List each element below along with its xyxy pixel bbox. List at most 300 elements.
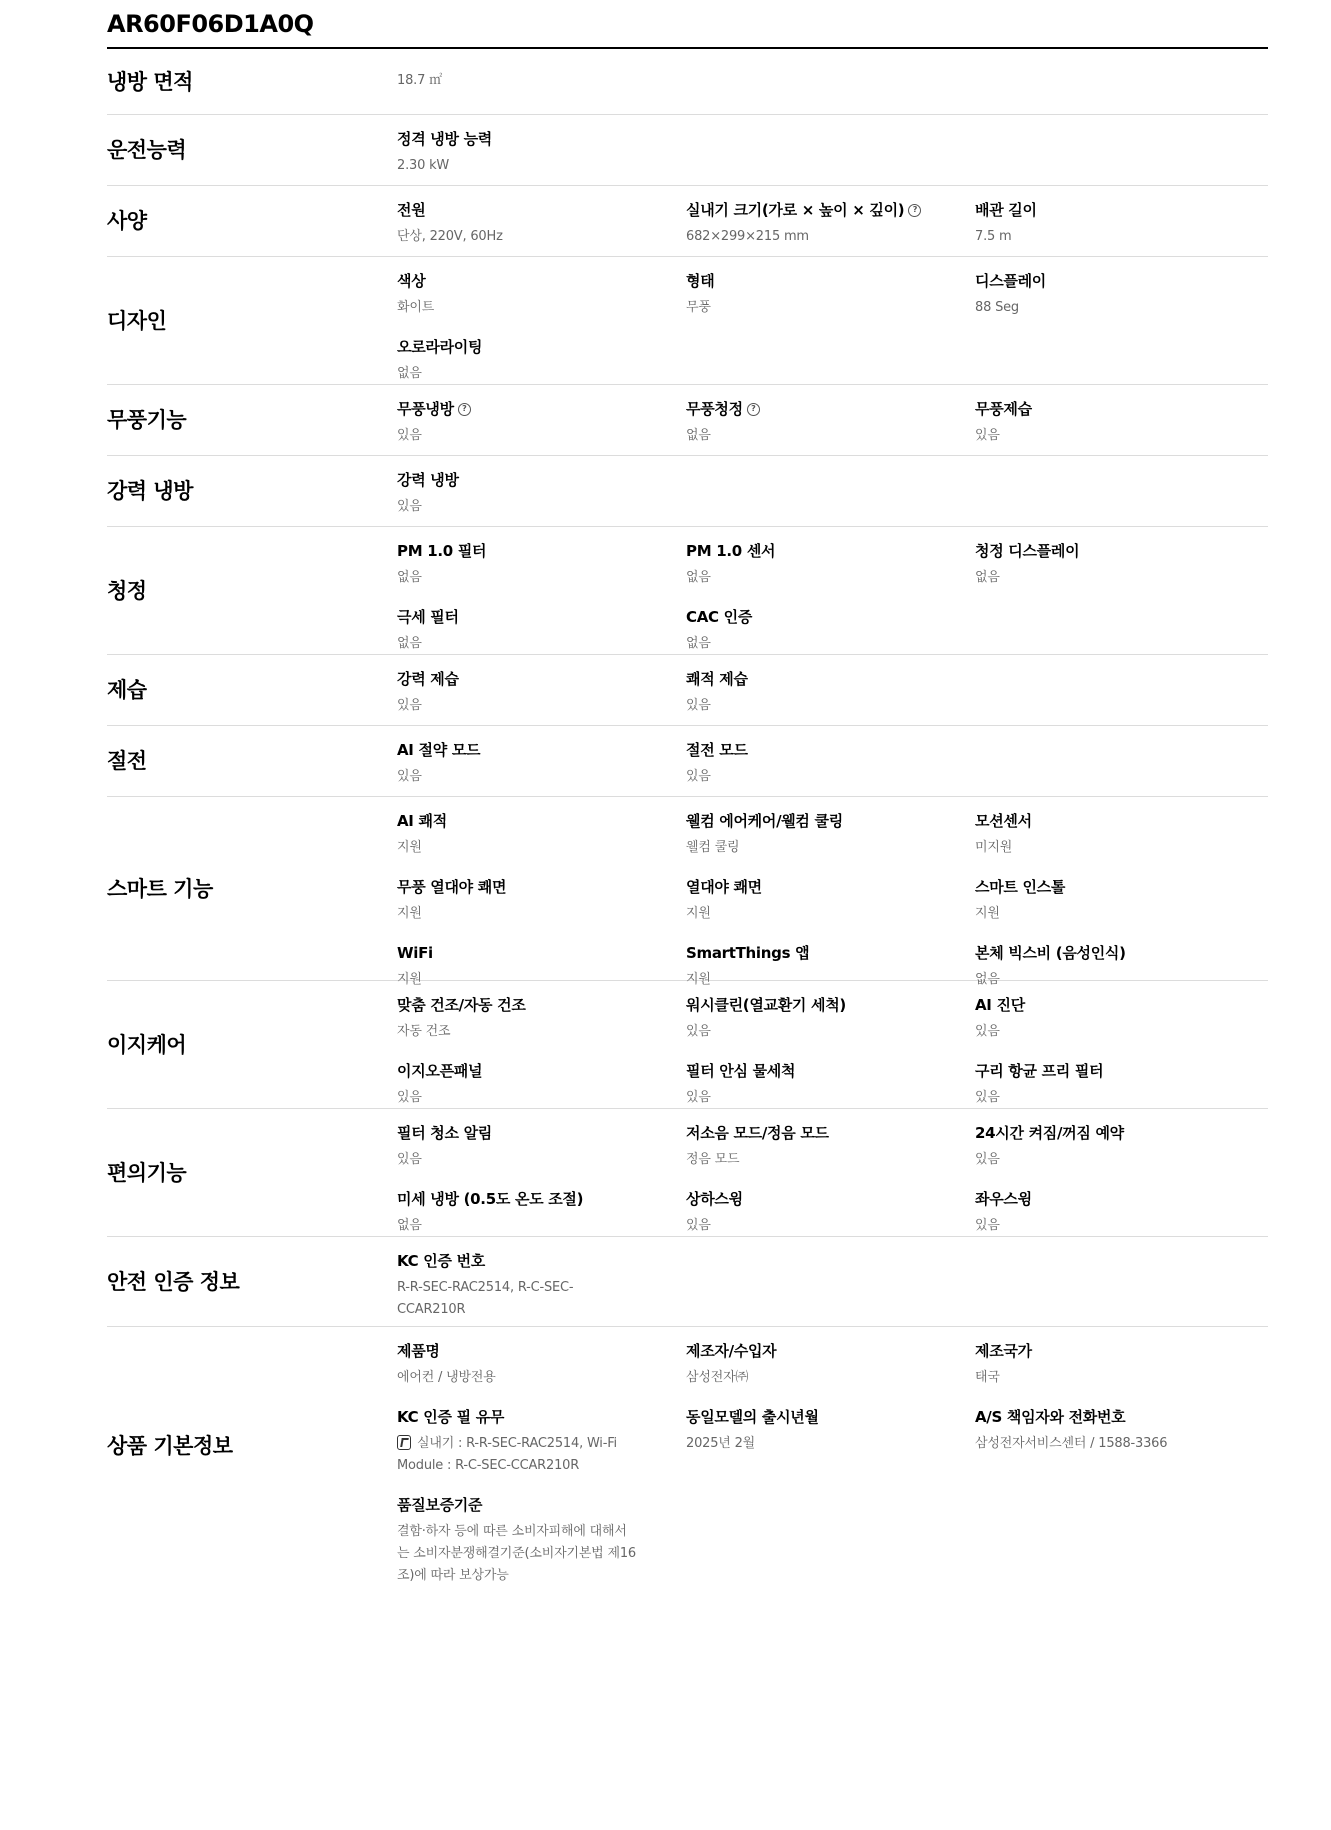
spec-value bbox=[397, 155, 686, 177]
spec-value-text: 지원 bbox=[397, 972, 422, 987]
spec-label-text: KC 인증 번호 bbox=[397, 1252, 485, 1270]
spec-label-text: PM 1.0 필터 bbox=[397, 542, 487, 560]
spec-label-text: 좌우스윙 bbox=[975, 1190, 1032, 1208]
spec-value-text: 7.5 m bbox=[975, 229, 1012, 244]
spec-label-text: 무풍 열대야 쾌면 bbox=[397, 878, 507, 896]
spec-item bbox=[397, 877, 686, 925]
spec-label bbox=[686, 1341, 975, 1361]
spec-label bbox=[397, 1407, 686, 1427]
spec-row bbox=[107, 49, 1268, 115]
spec-item bbox=[397, 1495, 686, 1587]
spec-item bbox=[975, 541, 1264, 589]
spec-value bbox=[975, 425, 1264, 447]
spec-value bbox=[975, 837, 1264, 859]
spec-item bbox=[686, 399, 975, 447]
spec-items bbox=[397, 399, 1268, 443]
spec-value bbox=[397, 695, 686, 717]
spec-item bbox=[686, 811, 975, 859]
spec-label bbox=[397, 740, 686, 760]
spec-label-text: WiFi bbox=[397, 944, 433, 962]
spec-item bbox=[397, 1189, 686, 1237]
spec-label bbox=[686, 399, 975, 419]
spec-items bbox=[397, 1251, 1268, 1317]
spec-value-text: 지원 bbox=[397, 840, 422, 855]
spec-value bbox=[686, 903, 975, 925]
spec-label bbox=[397, 399, 686, 419]
spec-label-text: 웰컴 에어케어/웰컴 쿨링 bbox=[686, 812, 843, 830]
spec-items bbox=[397, 811, 1268, 987]
spec-label bbox=[397, 1189, 686, 1209]
spec-label-text: 오로라라이팅 bbox=[397, 338, 483, 356]
spec-category: 사양 bbox=[107, 209, 147, 233]
spec-value bbox=[397, 1367, 686, 1389]
spec-label-text: 색상 bbox=[397, 272, 426, 290]
spec-value bbox=[975, 567, 1264, 589]
spec-value bbox=[397, 496, 686, 518]
spec-value-text: 있음 bbox=[975, 1152, 1000, 1167]
spec-label-text: 상하스윙 bbox=[686, 1190, 743, 1208]
spec-label-text: A/S 책임자와 전화번호 bbox=[975, 1408, 1126, 1426]
spec-item bbox=[397, 740, 686, 788]
spec-label-text: 전원 bbox=[397, 201, 426, 219]
spec-value-text: 있음 bbox=[686, 1218, 711, 1233]
spec-category: 운전능력 bbox=[107, 138, 187, 162]
spec-item bbox=[686, 669, 975, 717]
spec-label-text: 강력 냉방 bbox=[397, 471, 459, 489]
spec-label bbox=[397, 607, 686, 627]
spec-value-text: 정음 모드 bbox=[686, 1152, 740, 1167]
spec-value-text: 화이트 bbox=[397, 300, 435, 315]
spec-items bbox=[397, 271, 1268, 381]
spec-value-text: 삼성전자㈜ bbox=[686, 1370, 749, 1385]
spec-value bbox=[686, 695, 975, 717]
spec-value-text: 무풍 bbox=[686, 300, 711, 315]
spec-label-text: 맞춤 건조/자동 건조 bbox=[397, 996, 526, 1014]
spec-item bbox=[397, 1251, 686, 1321]
spec-label-text: 제조자/수입자 bbox=[686, 1342, 777, 1360]
spec-label-text: 무풍제습 bbox=[975, 400, 1032, 418]
spec-value bbox=[397, 633, 686, 655]
spec-item bbox=[397, 1341, 686, 1389]
spec-label-text: 열대야 쾌면 bbox=[686, 878, 762, 896]
spec-value bbox=[397, 363, 686, 385]
spec-label-text: 청정 디스플레이 bbox=[975, 542, 1080, 560]
spec-value bbox=[686, 1021, 975, 1043]
spec-value bbox=[397, 766, 686, 788]
spec-value bbox=[397, 297, 686, 319]
spec-value-text: 있음 bbox=[686, 769, 711, 784]
spec-value-text: 없음 bbox=[975, 570, 1000, 585]
spec-label-text: 극세 필터 bbox=[397, 608, 459, 626]
spec-value-text: 있음 bbox=[975, 428, 1000, 443]
spec-item bbox=[975, 399, 1264, 447]
spec-value-text: 있음 bbox=[397, 1090, 422, 1105]
spec-item bbox=[686, 995, 975, 1043]
spec-value-text: 없음 bbox=[686, 570, 711, 585]
spec-value bbox=[686, 425, 975, 447]
spec-value-text: 있음 bbox=[397, 769, 422, 784]
spec-item bbox=[686, 877, 975, 925]
spec-value-text: 결함·하자 등에 따른 소비자피해에 대해서는 소비자분쟁해결기준(소비자기본법 제16조)에 따라 보상가능 bbox=[397, 1524, 636, 1583]
spec-item bbox=[397, 811, 686, 859]
spec-value-text: 있음 bbox=[975, 1024, 1000, 1039]
spec-value-text: 없음 bbox=[975, 972, 1000, 987]
spec-label-text: 절전 모드 bbox=[686, 741, 748, 759]
spec-value bbox=[975, 226, 1264, 248]
spec-value bbox=[686, 226, 975, 248]
spec-value bbox=[397, 1521, 686, 1587]
spec-label bbox=[975, 1189, 1264, 1209]
spec-item bbox=[397, 1407, 686, 1477]
kc-mark-icon bbox=[397, 1435, 411, 1450]
spec-row bbox=[107, 1237, 1268, 1327]
spec-value-text: 실내기 : R-R-SEC-RAC2514, Wi-Fi Module : R-C-SEC-CCAR210R bbox=[397, 1436, 617, 1473]
spec-items bbox=[397, 541, 1268, 651]
spec-items bbox=[397, 129, 1268, 173]
spec-item bbox=[975, 995, 1264, 1043]
spec-value-text: 없음 bbox=[397, 366, 422, 381]
spec-value-text: 있음 bbox=[686, 698, 711, 713]
spec-item bbox=[397, 607, 686, 655]
spec-label-text: 스마트 인스톨 bbox=[975, 878, 1066, 896]
spec-label-text: KC 인증 필 유무 bbox=[397, 1408, 505, 1426]
spec-label bbox=[686, 1407, 975, 1427]
spec-value bbox=[397, 1433, 686, 1477]
spec-label bbox=[686, 1123, 975, 1143]
spec-value bbox=[975, 1215, 1264, 1237]
spec-items bbox=[397, 470, 1268, 514]
spec-value bbox=[397, 226, 686, 248]
spec-item bbox=[975, 271, 1264, 319]
spec-item bbox=[686, 1341, 975, 1389]
spec-value bbox=[397, 1087, 686, 1109]
spec-value bbox=[397, 969, 686, 991]
spec-label bbox=[686, 995, 975, 1015]
spec-value-text: 없음 bbox=[686, 428, 711, 443]
help-icon[interactable]: ? bbox=[747, 403, 760, 416]
spec-item bbox=[686, 1407, 975, 1477]
spec-value-text: 있음 bbox=[397, 499, 422, 514]
spec-label bbox=[975, 995, 1264, 1015]
spec-item bbox=[975, 877, 1264, 925]
spec-value bbox=[686, 1215, 975, 1237]
help-icon[interactable]: ? bbox=[458, 403, 471, 416]
spec-row bbox=[107, 385, 1268, 456]
spec-value-text: 없음 bbox=[686, 636, 711, 651]
spec-label bbox=[397, 470, 686, 490]
spec-category: 이지케어 bbox=[107, 1032, 187, 1057]
spec-value bbox=[686, 766, 975, 788]
spec-value bbox=[397, 1277, 686, 1321]
spec-item bbox=[397, 995, 686, 1043]
spec-label-text: 미세 냉방 (0.5도 온도 조절) bbox=[397, 1190, 584, 1208]
spec-value-text: 있음 bbox=[975, 1218, 1000, 1233]
spec-category: 디자인 bbox=[107, 308, 167, 333]
spec-label-text: 필터 안심 물세척 bbox=[686, 1062, 796, 1080]
spec-item bbox=[397, 337, 686, 385]
spec-row bbox=[107, 1109, 1268, 1237]
spec-label bbox=[686, 811, 975, 831]
spec-value bbox=[975, 1087, 1264, 1109]
spec-row bbox=[107, 527, 1268, 655]
spec-value-text: 지원 bbox=[397, 906, 422, 921]
spec-value bbox=[975, 1149, 1264, 1171]
spec-category: 냉방 면적 bbox=[107, 69, 193, 94]
spec-category: 청정 bbox=[107, 578, 147, 603]
spec-label-text: 정격 냉방 능력 bbox=[397, 130, 492, 148]
spec-item bbox=[975, 1061, 1264, 1109]
spec-row bbox=[107, 186, 1268, 257]
spec-label-text: PM 1.0 센서 bbox=[686, 542, 776, 560]
spec-value-text: 웰컴 쿨링 bbox=[686, 840, 740, 855]
spec-label bbox=[975, 877, 1264, 897]
spec-item bbox=[686, 607, 975, 655]
spec-value bbox=[397, 1215, 686, 1237]
spec-label-text: AI 쾌적 bbox=[397, 812, 447, 830]
spec-value-text: 682×299×215 mm bbox=[686, 229, 809, 244]
spec-row bbox=[107, 1327, 1268, 1583]
spec-label-text: 동일모델의 출시년월 bbox=[686, 1408, 819, 1426]
spec-label-text: 쾌적 제습 bbox=[686, 670, 748, 688]
spec-label-text: 24시간 켜짐/꺼짐 예약 bbox=[975, 1124, 1124, 1142]
spec-label bbox=[397, 1495, 686, 1515]
spec-value-text: 단상, 220V, 60Hz bbox=[397, 229, 503, 244]
spec-value-text: 18.7 ㎡ bbox=[397, 72, 442, 88]
spec-item bbox=[686, 943, 975, 991]
spec-label-text: 실내기 크기(가로 × 높이 × 깊이) bbox=[686, 201, 905, 219]
spec-row bbox=[107, 257, 1268, 385]
spec-items bbox=[397, 740, 1268, 784]
spec-value-text: 88 Seg bbox=[975, 300, 1019, 315]
spec-label-text: AI 절약 모드 bbox=[397, 741, 481, 759]
spec-value bbox=[975, 297, 1264, 319]
spec-label bbox=[686, 200, 975, 220]
spec-item bbox=[397, 470, 686, 518]
spec-item bbox=[975, 811, 1264, 859]
spec-label bbox=[397, 877, 686, 897]
spec-label-text: 워시클린(열교환기 세척) bbox=[686, 996, 846, 1014]
spec-value bbox=[975, 1367, 1264, 1389]
spec-row bbox=[107, 797, 1268, 987]
spec-label-text: SmartThings 앱 bbox=[686, 944, 810, 962]
spec-value bbox=[686, 567, 975, 589]
spec-label bbox=[975, 399, 1264, 419]
spec-value bbox=[686, 633, 975, 655]
spec-category: 무풍기능 bbox=[107, 408, 187, 432]
spec-category: 제습 bbox=[107, 678, 147, 702]
spec-category: 안전 인증 정보 bbox=[107, 1269, 240, 1294]
help-icon[interactable]: ? bbox=[908, 204, 921, 217]
spec-value-text: 있음 bbox=[397, 698, 422, 713]
spec-value-text: 있음 bbox=[397, 428, 422, 443]
spec-label-text: 구리 항균 프리 필터 bbox=[975, 1062, 1104, 1080]
spec-item bbox=[686, 541, 975, 589]
spec-label-text: 무풍냉방 bbox=[397, 400, 454, 418]
spec-value-text: 지원 bbox=[975, 906, 1000, 921]
spec-label bbox=[397, 943, 686, 963]
spec-value-text: 2025년 2월 bbox=[686, 1436, 756, 1451]
spec-value bbox=[975, 1433, 1264, 1455]
spec-item bbox=[975, 1123, 1264, 1171]
spec-label bbox=[686, 877, 975, 897]
spec-value-text: 지원 bbox=[686, 972, 711, 987]
spec-label-text: 필터 청소 알림 bbox=[397, 1124, 492, 1142]
spec-label bbox=[686, 1189, 975, 1209]
spec-item bbox=[975, 1341, 1264, 1389]
spec-item bbox=[397, 70, 686, 92]
spec-value-text: 없음 bbox=[397, 1218, 422, 1233]
spec-value-text: 있음 bbox=[975, 1090, 1000, 1105]
spec-items bbox=[397, 1123, 1268, 1233]
spec-label bbox=[397, 541, 686, 561]
spec-label bbox=[686, 669, 975, 689]
spec-row bbox=[107, 115, 1268, 186]
spec-items bbox=[397, 63, 1268, 98]
spec-label-text: AI 진단 bbox=[975, 996, 1025, 1014]
spec-rows bbox=[107, 49, 1268, 1583]
spec-item bbox=[686, 1061, 975, 1109]
spec-items bbox=[397, 995, 1268, 1105]
spec-value-text: 있음 bbox=[397, 1152, 422, 1167]
spec-label bbox=[975, 200, 1264, 220]
spec-label bbox=[397, 995, 686, 1015]
spec-label bbox=[397, 337, 686, 357]
spec-category: 절전 bbox=[107, 749, 147, 773]
spec-item bbox=[686, 1189, 975, 1237]
spec-value bbox=[686, 1433, 975, 1455]
spec-category: 강력 냉방 bbox=[107, 479, 193, 503]
spec-item bbox=[397, 669, 686, 717]
spec-value bbox=[686, 297, 975, 319]
spec-label bbox=[975, 541, 1264, 561]
spec-item bbox=[397, 129, 686, 177]
spec-value-text: 없음 bbox=[397, 570, 422, 585]
spec-label-text: 형태 bbox=[686, 272, 715, 290]
spec-item bbox=[397, 541, 686, 589]
spec-label bbox=[975, 811, 1264, 831]
spec-category: 상품 기본정보 bbox=[107, 1434, 233, 1458]
spec-label bbox=[975, 1341, 1264, 1361]
spec-value bbox=[397, 1021, 686, 1043]
spec-label bbox=[686, 541, 975, 561]
spec-item bbox=[686, 271, 975, 319]
spec-label bbox=[397, 1341, 686, 1361]
spec-item bbox=[397, 1061, 686, 1109]
spec-label bbox=[975, 1061, 1264, 1081]
spec-table bbox=[107, 0, 1268, 1583]
spec-label-text: 배관 길이 bbox=[975, 201, 1037, 219]
spec-item bbox=[397, 1123, 686, 1171]
model-title: AR60F06D1A0Q bbox=[107, 0, 1268, 49]
spec-label bbox=[975, 271, 1264, 291]
spec-value bbox=[397, 70, 686, 92]
spec-value-text: 미지원 bbox=[975, 840, 1013, 855]
spec-item bbox=[397, 271, 686, 319]
spec-label-text: 이지오픈패널 bbox=[397, 1062, 483, 1080]
spec-value bbox=[975, 1021, 1264, 1043]
spec-label bbox=[397, 811, 686, 831]
spec-value bbox=[975, 903, 1264, 925]
spec-label-text: 무풍청정 bbox=[686, 400, 743, 418]
spec-row bbox=[107, 981, 1268, 1109]
spec-category: 스마트 기능 bbox=[107, 876, 213, 901]
spec-value bbox=[686, 1367, 975, 1389]
spec-items bbox=[397, 1341, 1268, 1583]
spec-label bbox=[397, 669, 686, 689]
spec-value-text: 있음 bbox=[686, 1024, 711, 1039]
spec-label bbox=[397, 271, 686, 291]
spec-value-text: R-R-SEC-RAC2514, R-C-SEC-CCAR210R bbox=[397, 1280, 574, 1317]
spec-value-text: 없음 bbox=[397, 636, 422, 651]
spec-value-text: 있음 bbox=[686, 1090, 711, 1105]
spec-label-text: 모션센서 bbox=[975, 812, 1032, 830]
spec-value-text: 태국 bbox=[975, 1370, 1000, 1385]
spec-item bbox=[686, 740, 975, 788]
spec-label bbox=[975, 943, 1264, 963]
spec-item bbox=[975, 200, 1264, 248]
spec-label bbox=[397, 1251, 686, 1271]
spec-value bbox=[397, 425, 686, 447]
spec-label-text: 본체 빅스비 (음성인식) bbox=[975, 944, 1126, 962]
spec-label bbox=[686, 943, 975, 963]
spec-value bbox=[686, 1087, 975, 1109]
spec-label-text: 제조국가 bbox=[975, 1342, 1032, 1360]
spec-label-text: 강력 제습 bbox=[397, 670, 459, 688]
spec-item bbox=[686, 200, 975, 248]
spec-label bbox=[397, 1123, 686, 1143]
spec-label-text: CAC 인증 bbox=[686, 608, 753, 626]
spec-row bbox=[107, 456, 1268, 527]
spec-value bbox=[686, 1149, 975, 1171]
spec-value-text: 2.30 kW bbox=[397, 158, 450, 173]
spec-label-text: 저소음 모드/정음 모드 bbox=[686, 1124, 829, 1142]
spec-items bbox=[397, 669, 1268, 713]
spec-value bbox=[397, 1149, 686, 1171]
spec-label bbox=[686, 607, 975, 627]
spec-item bbox=[397, 399, 686, 447]
spec-label bbox=[686, 271, 975, 291]
spec-row bbox=[107, 726, 1268, 797]
spec-row bbox=[107, 655, 1268, 726]
spec-label bbox=[686, 740, 975, 760]
spec-label bbox=[397, 200, 686, 220]
spec-value bbox=[397, 567, 686, 589]
spec-label bbox=[397, 1061, 686, 1081]
spec-value-text: 에어컨 / 냉방전용 bbox=[397, 1370, 496, 1385]
spec-label-text: 디스플레이 bbox=[975, 272, 1046, 290]
spec-value-text: 지원 bbox=[686, 906, 711, 921]
spec-value bbox=[686, 837, 975, 859]
spec-item bbox=[686, 1123, 975, 1171]
spec-value bbox=[975, 969, 1264, 991]
spec-value-text: 자동 건조 bbox=[397, 1024, 451, 1039]
spec-item bbox=[397, 943, 686, 991]
spec-label bbox=[686, 1061, 975, 1081]
spec-category: 편의기능 bbox=[107, 1160, 187, 1185]
spec-label bbox=[975, 1407, 1264, 1427]
spec-items bbox=[397, 200, 1268, 244]
spec-label-text: 품질보증기준 bbox=[397, 1496, 483, 1514]
spec-item bbox=[975, 943, 1264, 991]
spec-value bbox=[686, 969, 975, 991]
spec-item bbox=[975, 1407, 1264, 1477]
spec-item bbox=[975, 1189, 1264, 1237]
spec-label bbox=[975, 1123, 1264, 1143]
spec-label-text: 제품명 bbox=[397, 1342, 440, 1360]
spec-item bbox=[397, 200, 686, 248]
spec-value-text: 삼성전자서비스센터 / 1588-3366 bbox=[975, 1436, 1168, 1451]
spec-value bbox=[397, 903, 686, 925]
